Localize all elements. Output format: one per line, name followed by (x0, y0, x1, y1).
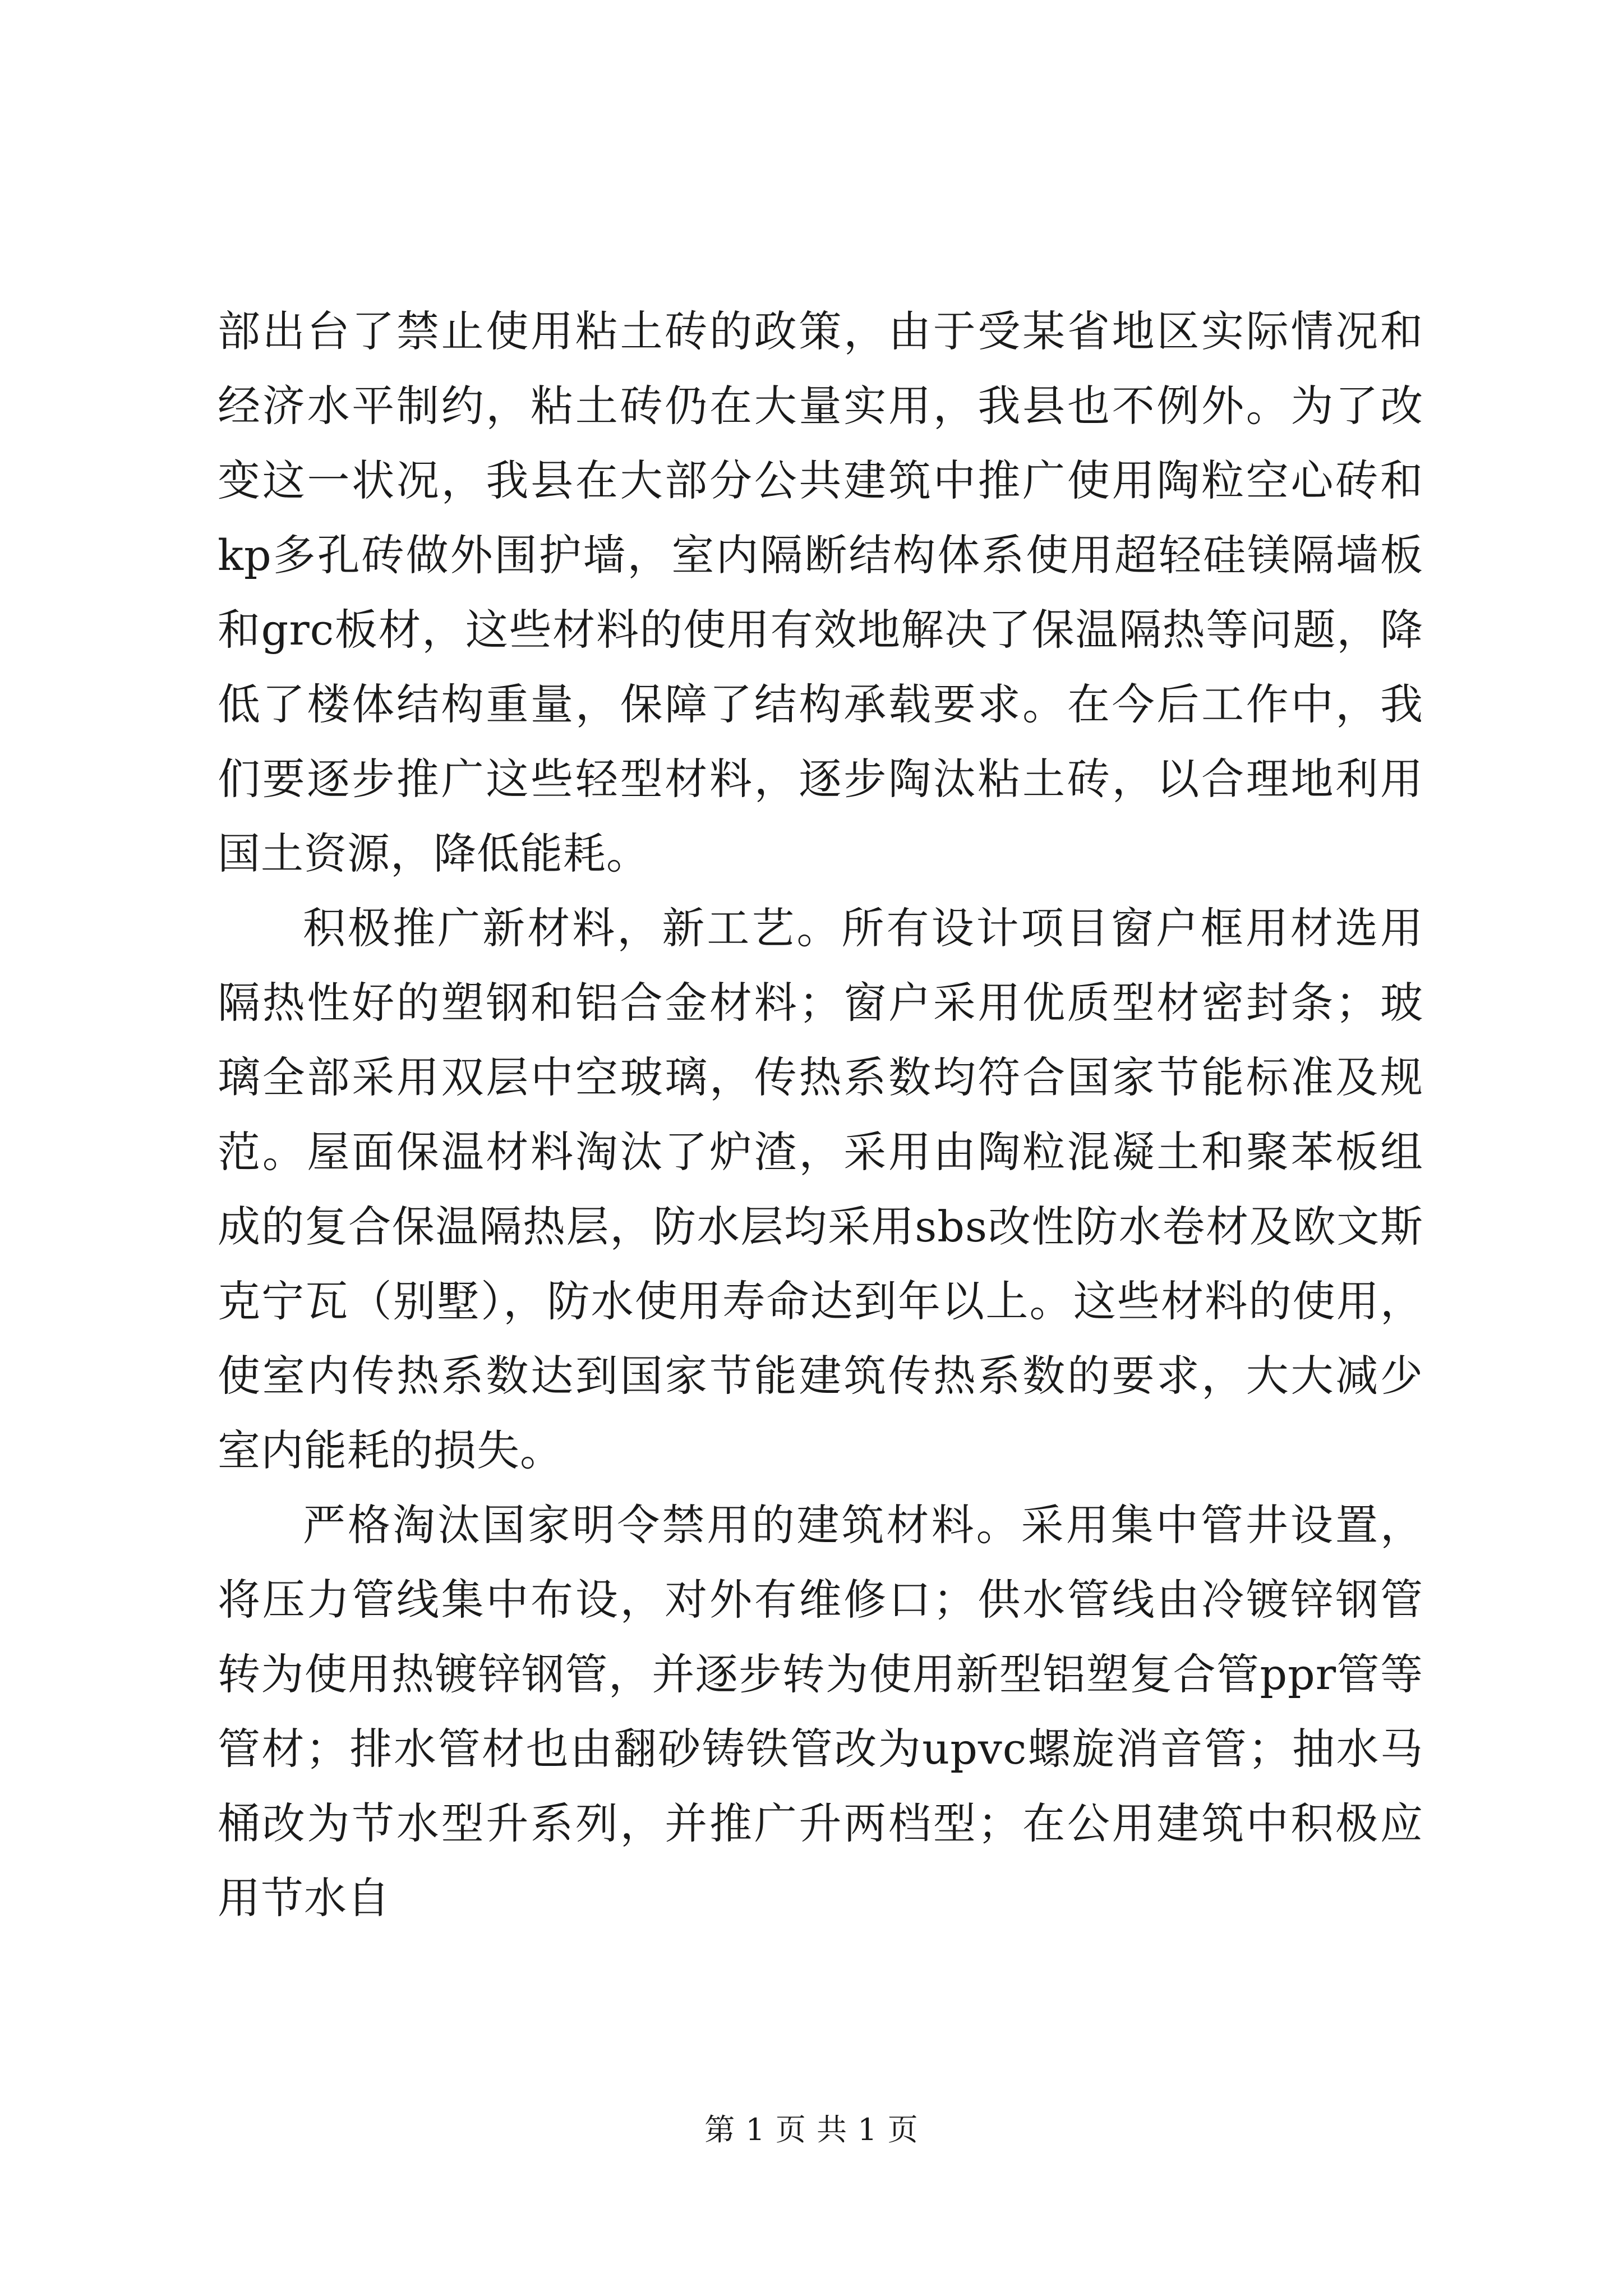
document-body (218, 294, 1423, 1935)
paragraph-banned-materials: 严格淘汰国家明令禁用的建筑材料。采用集中管井设置，将压力管线集中布设，对外有维修口；供水管线由冷镀锌钢管转为使用热镀锌钢管，并逐步转为使用新型铝塑复合管ppr管等管材；排水管材也由翻砂铸铁管改为upvc螺旋消音管；抽水马桶改为节水型升系列，并推广升两档型；在公用建筑中积极应用节水自 (218, 1500, 1423, 1923)
paragraph-new-materials: 积极推广新材料，新工艺。所有设计项目窗户框用材选用隔热性好的塑钢和铝合金材料；窗户采用优质型材密封条；玻璃全部采用双层中空玻璃，传热系数均符合国家节能标准及规范。屋面保温材料淘汰了炉渣，采用由陶粒混凝土和聚苯板组成的复合保温隔热层，防水层均采用sbs改性防水卷材及欧文斯克宁瓦（别墅），防水使用寿命达到年以上。这些材料的使用，使室内传热系数达到国家节能建筑传热系数的要求，大大减少室内能耗的损失。 (218, 903, 1423, 1475)
page-footer: 第 1 页 共 1 页 (704, 2112, 919, 2147)
paragraph-continued: 部出台了禁止使用粘土砖的政策，由于受某省地区实际情况和经济水平制约，粘土砖仍在大量实用，我县也不例外。为了改变这一状况，我县在大部分公共建筑中推广使用陶粒空心砖和kp多孔砖做外围护墙，室内隔断结构体系使用超轻硅镁隔墙板和grc板材，这些材料的使用有效地解决了保温隔热等问题，降低了楼体结构重量，保障了结构承载要求。在今后工作中，我们要逐步推广这些轻型材料，逐步陶汰粘土砖，以合理地利用国土资源，降低能耗。 (218, 306, 1423, 878)
